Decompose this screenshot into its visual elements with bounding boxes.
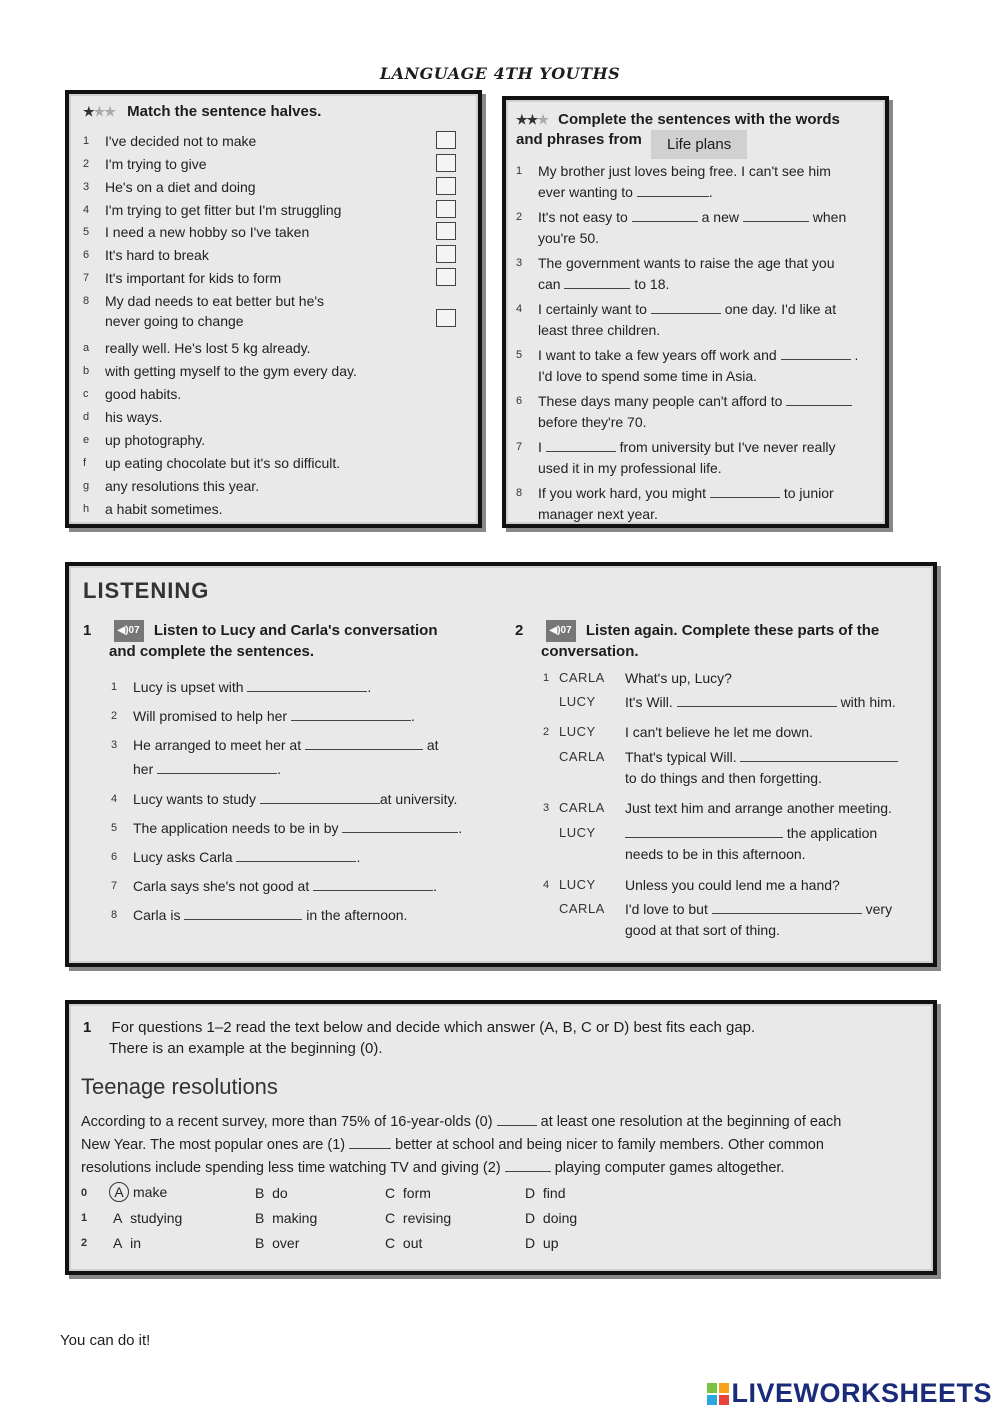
match-item: It's important for kids to form [105,270,282,286]
page-title: LANGUAGE 4TH YOUTHS [379,64,621,83]
match-panel: ★★★ Match the sentence halves. 1 I've decided not to make 2 I'm trying to give 3 He's on a diet and doing 4 I'm trying to get fitter but I'm struggling 5 I need a new hobby so I've taken 6 It's hard to break 7 It's important for kids to form 8 My dad needs to eat better but he's never going to change a really well. He's lost 5 kg already. b with getting myself to the gym every day. c good habits. d his ways. e up photography. f up eating chocolate but it's so difficult. g any resolutions this year. h a habit sometimes. [65,90,482,528]
option-a[interactable]: A in [113,1235,142,1251]
match-instruction: Match the sentence halves. [127,103,322,120]
reading-panel: 1 For questions 1–2 read the text below and decide which answer (A, B, C or D) best fits each gap. There is an example at the beginning (0). Teenage resolutions According to a recent survey, more than 75% of 16-year-olds (0) at least one resolution at the beginning of each New Year. The most popular ones are (1) better at school and being nicer to family members. Other common resolutions include spending less time watching TV and giving (2) playing computer games altogether. 0 A make B do C form D find 1 A studying B making C revising D doing 2 A in B over C out D up [65,1000,937,1275]
match-item: I'm trying to give [105,156,207,172]
option-d[interactable]: D up [525,1235,559,1251]
answer-gap[interactable] [505,1158,551,1172]
answer-box-6[interactable] [436,245,456,263]
match-item: He's on a diet and doing [105,179,256,195]
match-item: I'm trying to get fitter but I'm struggling [105,202,342,218]
word-box: Life plans [651,130,747,159]
match-ending: with getting myself to the gym every day. [105,363,357,379]
answer-gap[interactable] [247,678,367,692]
answer-gap[interactable] [710,484,780,498]
answer-gap[interactable] [313,877,433,891]
option-a[interactable]: A make [109,1182,167,1202]
option-d[interactable]: D find [525,1185,566,1201]
match-item: I need a new hobby so I've taken [105,224,310,240]
answer-gap[interactable] [546,438,616,452]
answer-gap[interactable] [291,707,411,721]
answer-gap[interactable] [740,748,898,762]
audio-track-icon[interactable]: ◀)07 [546,620,576,642]
option-d[interactable]: D doing [525,1210,578,1226]
option-a[interactable]: A studying [113,1210,183,1226]
answer-gap[interactable] [743,208,809,222]
option-b[interactable]: B making [255,1210,318,1226]
answer-gap[interactable] [497,1112,537,1126]
answer-gap[interactable] [781,346,851,360]
reading-title: Teenage resolutions [81,1074,278,1099]
match-item: I've decided not to make [105,133,257,149]
answer-gap[interactable] [637,183,709,197]
answer-gap[interactable] [342,819,458,833]
listening-panel: LISTENING 1 ◀)07 Listen to Lucy and Carla's conversation and complete the sentences. 1 Lucy is upset with . 2 Will promised to help her . 3 He arranged to meet her at at her . 4 Lucy wants to study at university. 5 The application needs to be in by . 6 Lucy asks Carla . 7 Carla says she's not good at . 8 Carla is in the afternoon. 2 ◀)07 Listen again. Complete these parts of the conversation. 1 CARLA What's up, Lucy? LUCY It's Will. with him. 2 LUCY I can't believe he let me down. CARLA That's typical Will. to do things and then forgetting. 3 CARLA Just text him and arrange another meeting. LUCY the application needs to be in this afternoon. 4 LUCY Unless you could lend me a hand? CARLA I'd love to but very good at that sort of thing. [65,562,937,967]
match-item: My dad needs to eat better but he's [105,293,325,309]
option-b[interactable]: B over [255,1235,300,1251]
answer-gap[interactable] [677,693,837,707]
match-item: It's hard to break [105,247,209,263]
match-item-cont: never going to change [105,313,244,329]
answer-gap[interactable] [260,790,380,804]
answer-gap[interactable] [625,824,783,838]
answer-gap[interactable] [157,760,277,774]
answer-box-3[interactable] [436,177,456,195]
match-ending: up eating chocolate but it's so difficult. [105,455,341,471]
star-rating-icon: ★★★ [83,104,115,119]
answer-gap[interactable] [184,906,302,920]
answer-gap[interactable] [712,900,862,914]
audio-track-icon[interactable]: ◀)07 [114,620,144,642]
answer-box-4[interactable] [436,200,456,218]
answer-box-1[interactable] [436,131,456,149]
answer-box-5[interactable] [436,222,456,240]
answer-gap[interactable] [632,208,698,222]
match-ending: really well. He's lost 5 kg already. [105,340,311,356]
answer-box-8[interactable] [436,309,456,327]
logo-squares-icon [707,1383,729,1405]
answer-gap[interactable] [349,1135,391,1149]
match-ending: any resolutions this year. [105,478,260,494]
option-c[interactable]: C form [385,1185,431,1201]
footer-text: You can do it! [60,1332,151,1349]
answer-gap[interactable] [786,392,852,406]
answer-gap[interactable] [651,300,721,314]
complete-panel: ★★★ Complete the sentences with the words and phrases from Life plans 1 My brother just loves being free. I can't see him ever wanting to . 2 It's not easy to a new when you're 50. 3 The government wants to raise the age that you can to 18. 4 I certainly want to one day. I'd like at least three children. 5 I want to take a few years off work and . I'd love to spend some time in Asia. 6 These days many people can't afford to before they're 70. 7 I from university but I've never really used it in my professional life. 8 If you work hard, you might to junior manager next year. [502,96,889,528]
star-rating-icon: ★★★ [516,112,548,127]
listening-heading: LISTENING [83,578,210,603]
liveworksheets-logo: LIVEWORKSHEETS [707,1378,992,1409]
match-ending: up photography. [105,432,206,448]
answer-gap[interactable] [564,275,630,289]
answer-gap[interactable] [236,848,356,862]
answer-box-2[interactable] [436,154,456,172]
option-c[interactable]: C revising [385,1210,452,1226]
option-c[interactable]: C out [385,1235,423,1251]
answer-box-7[interactable] [436,268,456,286]
match-ending: good habits. [105,386,182,402]
match-ending: his ways. [105,409,163,425]
option-b[interactable]: B do [255,1185,288,1201]
answer-gap[interactable] [305,736,423,750]
match-ending: a habit sometimes. [105,501,223,517]
